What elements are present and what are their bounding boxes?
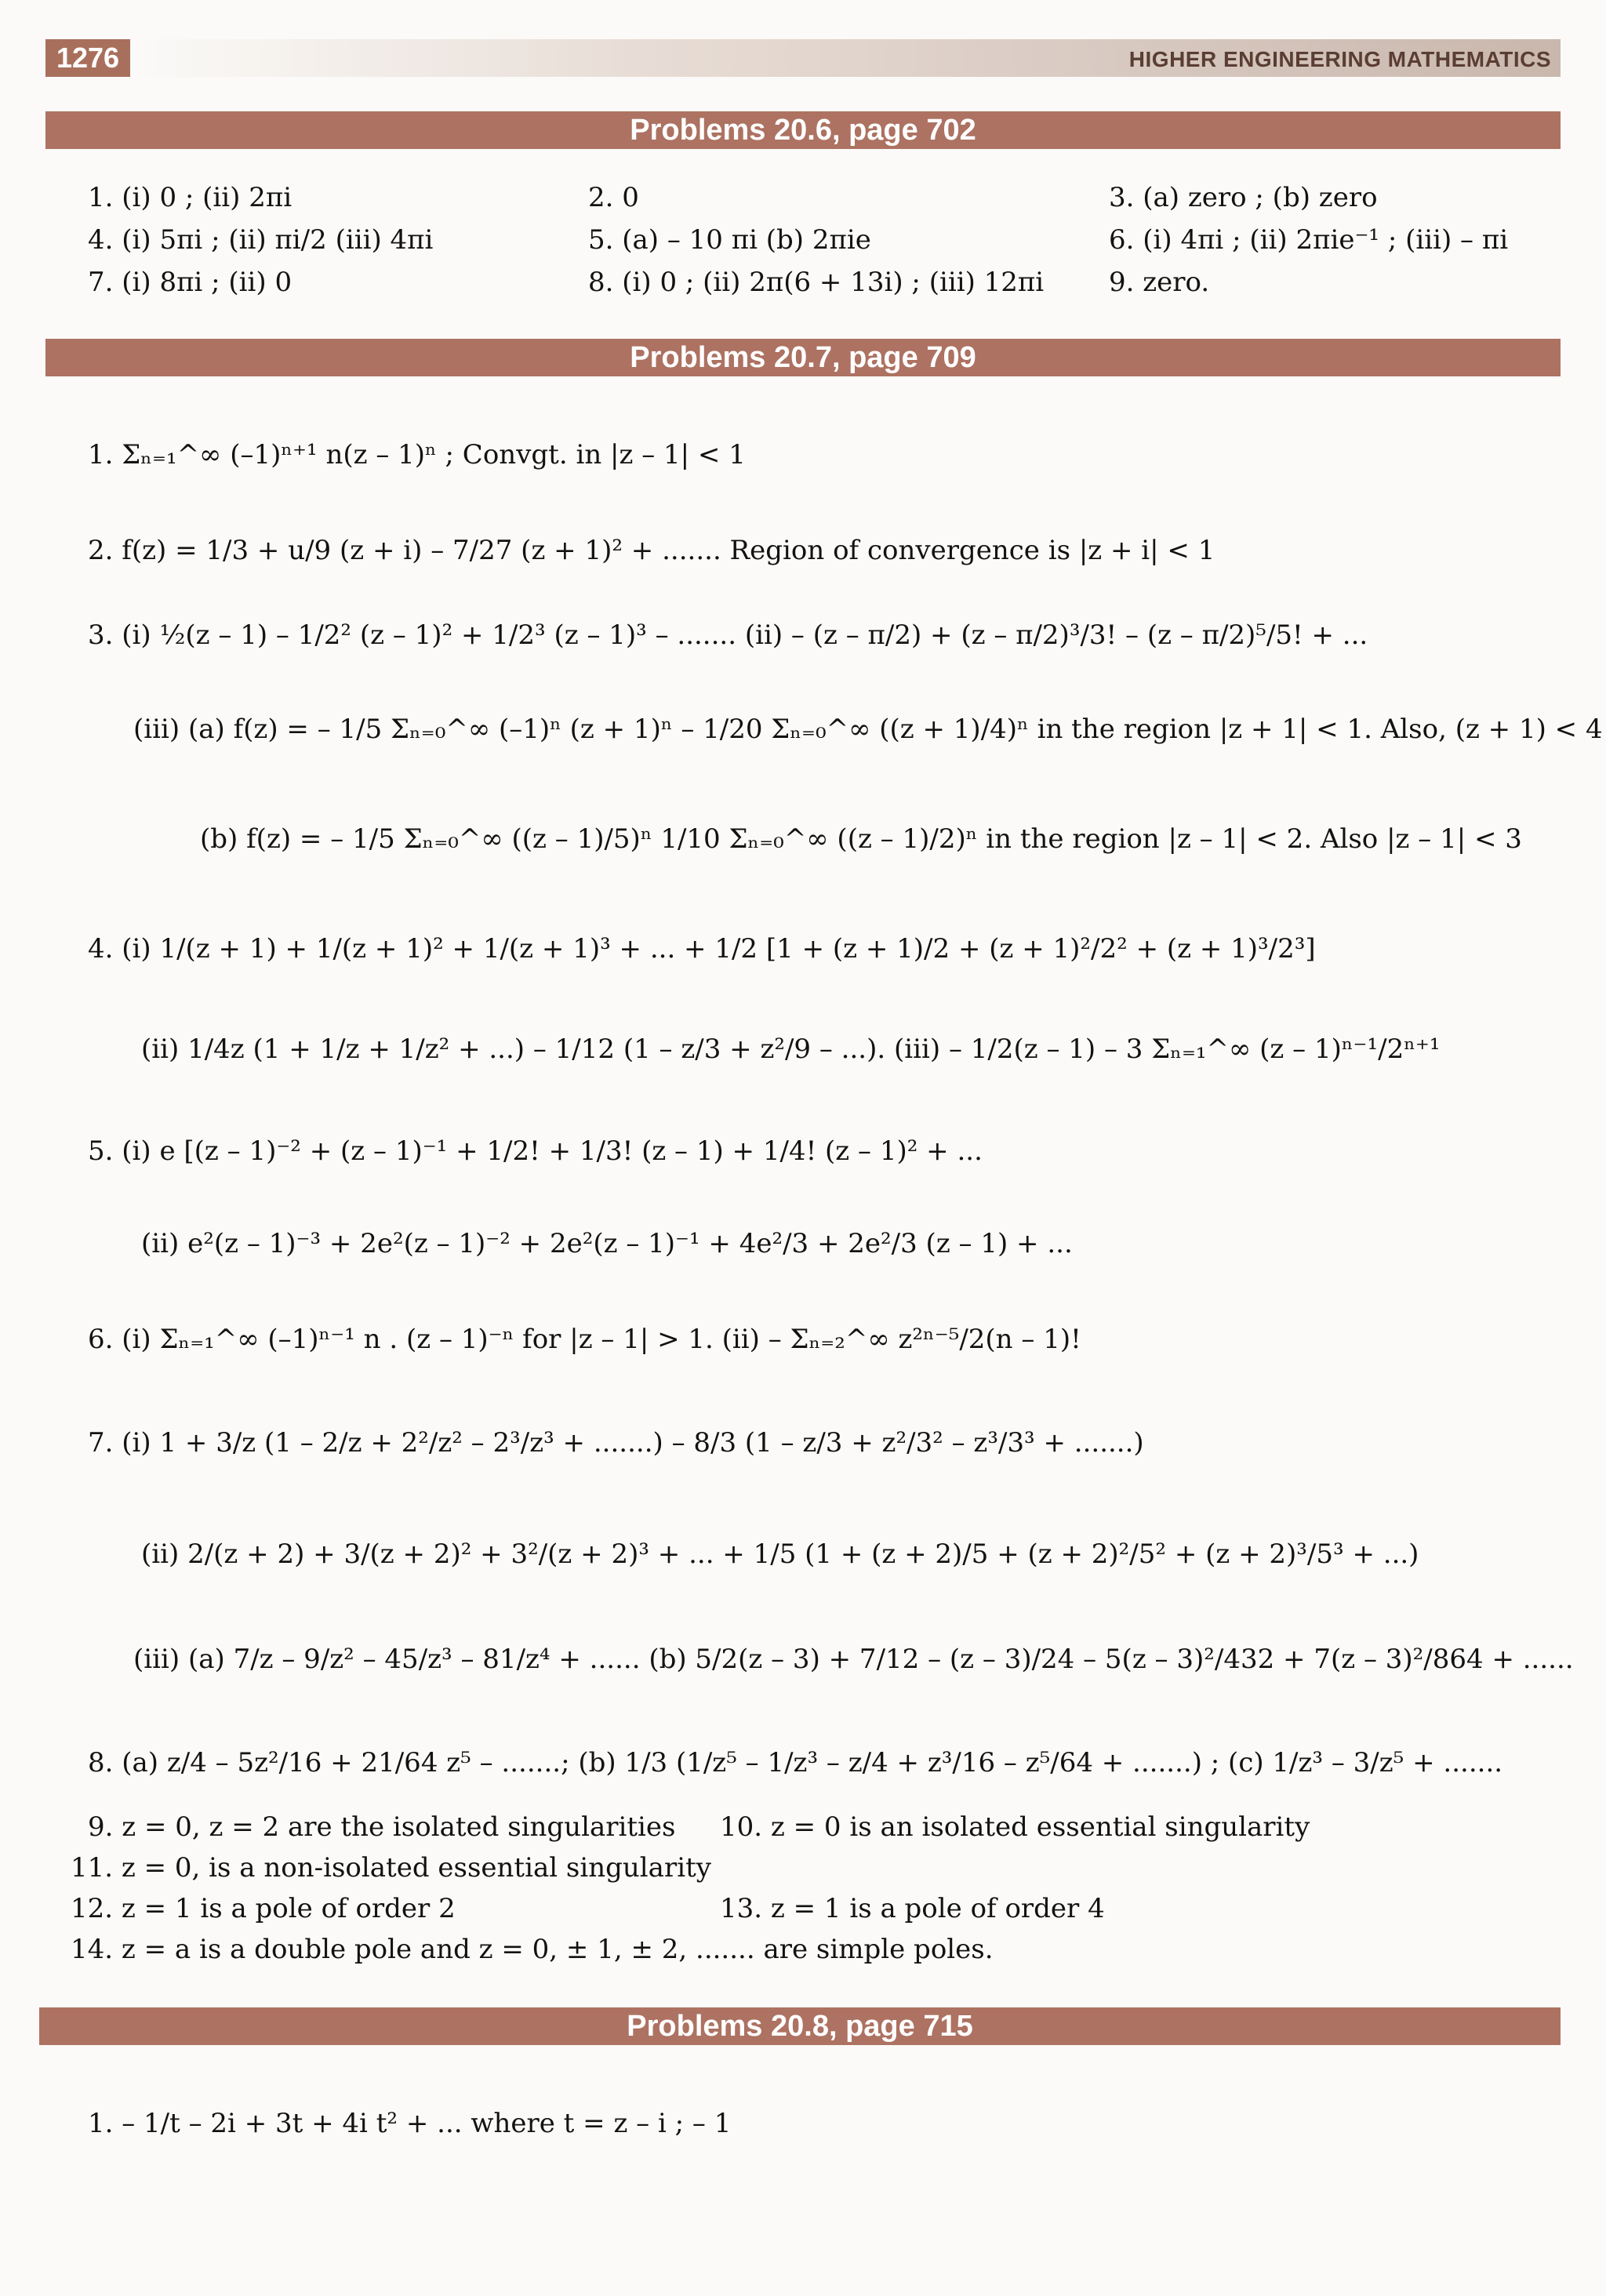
answer-20-6-7: 7. (i) 8πi ; (ii) 0	[88, 267, 292, 298]
answer-20-7-6: 6. (i) Σₙ₌₁^∞ (–1)ⁿ⁻¹ n . (z – 1)⁻ⁿ for |z – 1| > 1. (ii) – Σₙ₌₂^∞ z²ⁿ⁻⁵/2(n – 1)!	[88, 1324, 1081, 1355]
section-heading-20-8: Problems 20.8, page 715	[39, 2007, 1561, 2045]
answer-20-6-1: 1. (i) 0 ; (ii) 2πi	[88, 182, 292, 213]
answer-20-7-3-b: (b) f(z) = – 1/5 Σₙ₌₀^∞ ((z – 1)/5)ⁿ 1/10 Σₙ₌₀^∞ ((z – 1)/2)ⁿ in the region |z – 1| < 2. Also |z – 1| < 3	[200, 823, 1522, 855]
answer-20-6-5: 5. (a) – 10 πi (b) 2πie	[588, 224, 871, 256]
answer-20-8-1: 1. – 1/t – 2i + 3t + 4i t² + ... where t = z – i ; – 1	[88, 2108, 732, 2139]
answer-20-7-3-iii: (iii) (a) f(z) = – 1/5 Σₙ₌₀^∞ (–1)ⁿ (z + 1)ⁿ – 1/20 Σₙ₌₀^∞ ((z + 1)/4)ⁿ in the region |z + 1| < 1. Also, (z + 1) < 4	[133, 714, 1603, 745]
answer-20-7-3: 3. (i) ½(z – 1) – 1/2² (z – 1)² + 1/2³ (z – 1)³ – ....... (ii) – (z – π/2) + (z – π/2)³/3! – (z – π/2)⁵/5! + ...	[88, 619, 1368, 651]
answer-20-6-8: 8. (i) 0 ; (ii) 2π(6 + 13i) ; (iii) 12πi	[588, 267, 1045, 298]
answer-20-7-2: 2. f(z) = 1/3 + u/9 (z + i) – 7/27 (z + 1)² + ....... Region of convergence is |z + i| < 1	[88, 535, 1215, 566]
answer-20-7-5-ii: (ii) e²(z – 1)⁻³ + 2e²(z – 1)⁻² + 2e²(z – 1)⁻¹ + 4e²/3 + 2e²/3 (z – 1) + ...	[141, 1228, 1073, 1259]
answer-20-7-11: 11. z = 0, is a non-isolated essential singularity	[71, 1852, 711, 1884]
answer-20-6-2: 2. 0	[588, 182, 639, 213]
answer-20-7-9: 9. z = 0, z = 2 are the isolated singularities	[88, 1811, 676, 1843]
page-number: 1276	[45, 39, 130, 77]
answer-20-7-7-ii: (ii) 2/(z + 2) + 3/(z + 2)² + 3²/(z + 2)³ + ... + 1/5 (1 + (z + 2)/5 + (z + 2)²/5² + (z + 2)³/5³ + ...)	[141, 1539, 1419, 1570]
answer-20-7-7-iii: (iii) (a) 7/z – 9/z² – 45/z³ – 81/z⁴ + ...... (b) 5/2(z – 3) + 7/12 – (z – 3)/24 – 5(z – 3)²/432 + 7(z – 3)²/864 + ......	[133, 1644, 1574, 1675]
answer-20-6-4: 4. (i) 5πi ; (ii) πi/2 (iii) 4πi	[88, 224, 434, 256]
answer-20-7-5: 5. (i) e [(z – 1)⁻² + (z – 1)⁻¹ + 1/2! + 1/3! (z – 1) + 1/4! (z – 1)² + ...	[88, 1135, 983, 1167]
answer-20-6-9: 9. zero.	[1109, 267, 1210, 298]
answer-20-7-4: 4. (i) 1/(z + 1) + 1/(z + 1)² + 1/(z + 1)³ + ... + 1/2 [1 + (z + 1)/2 + (z + 1)²/2² + (z + 1)³/2³]	[88, 933, 1316, 965]
answer-20-7-12: 12. z = 1 is a pole of order 2	[71, 1893, 456, 1924]
answer-20-7-10: 10. z = 0 is an isolated essential singularity	[720, 1811, 1310, 1843]
book-title: HIGHER ENGINEERING MATHEMATICS	[1128, 47, 1551, 71]
section-heading-20-6: Problems 20.6, page 702	[45, 111, 1561, 149]
section-heading-20-7: Problems 20.7, page 709	[45, 339, 1561, 376]
answer-20-7-7: 7. (i) 1 + 3/z (1 – 2/z + 2²/z² – 2³/z³ + .......) – 8/3 (1 – z/3 + z²/3² – z³/3³ + .......)	[88, 1427, 1144, 1459]
answer-20-7-13: 13. z = 1 is a pole of order 4	[720, 1893, 1105, 1924]
answer-20-6-6: 6. (i) 4πi ; (ii) 2πie⁻¹ ; (iii) – πi	[1109, 224, 1509, 256]
answer-20-7-8: 8. (a) z/4 – 5z²/16 + 21/64 z⁵ – .......; (b) 1/3 (1/z⁵ – 1/z³ – z/4 + z³/16 – z⁵/64 + .......) ; (c) 1/z³ – 3/z⁵ + .......	[88, 1747, 1503, 1778]
answer-20-6-3: 3. (a) zero ; (b) zero	[1109, 182, 1378, 213]
answer-20-7-1: 1. Σₙ₌₁^∞ (–1)ⁿ⁺¹ n(z – 1)ⁿ ; Convgt. in |z – 1| < 1	[88, 439, 746, 470]
answer-20-7-14: 14. z = a is a double pole and z = 0, ± 1, ± 2, ....... are simple poles.	[71, 1934, 994, 1965]
answer-20-7-4-ii: (ii) 1/4z (1 + 1/z + 1/z² + ...) – 1/12 (1 – z/3 + z²/9 – ...). (iii) – 1/2(z – 1) – 3 Σₙ₌₁^∞ (z – 1)ⁿ⁻¹/2ⁿ⁺¹	[141, 1034, 1441, 1065]
